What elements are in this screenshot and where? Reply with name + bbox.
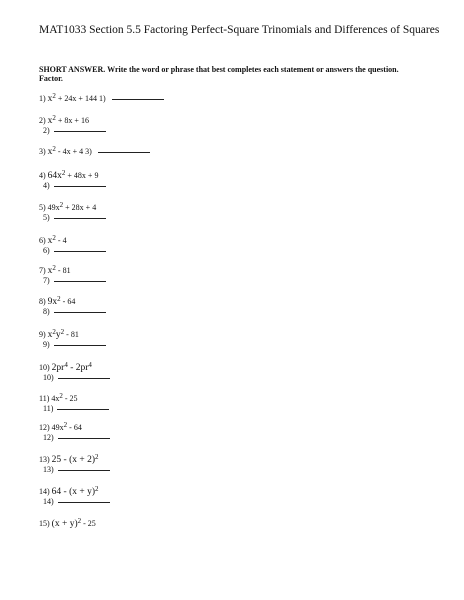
problem-15-expression: $(x + y)^2 - 25$ (51, 517, 96, 529)
problem-9-expression: $x^2y^2 - 81$ (47, 328, 79, 340)
answer-blank-14[interactable] (58, 502, 110, 503)
problem-12: 12) $49x^2 - 64$ 12) (39, 423, 110, 443)
problem-6-expression: $x^2 - 4$ (47, 234, 67, 246)
answer-blank-9[interactable] (54, 345, 106, 346)
problem-15: 15) $(x + y)^2 - 25$ (39, 517, 96, 529)
problem-3-expression: $x^2 - 4x + 4$ (47, 145, 84, 157)
problem-13: 13) $25 - (x + 2)^2$ 13) (39, 455, 110, 475)
instructions (39, 65, 419, 83)
problem-14: 14) $64 - (x + y)^2$ 14) (39, 487, 110, 507)
answer-blank-3[interactable] (98, 152, 150, 153)
problem-6: 6) $x^2 - 4$ 6) (39, 236, 106, 256)
answer-blank-6[interactable] (54, 251, 106, 252)
answer-blank-7[interactable] (54, 281, 106, 282)
problem-10-expression: $2pr^4 - 2pr^4$ (51, 361, 92, 373)
problem-14-expression: $64 - (x + y)^2$ (51, 485, 99, 497)
problem-11: 11) $4x^2 - 25$ 11) (39, 394, 109, 414)
problem-3: 3) $x^2 - 4x + 4$ 3) (39, 147, 150, 157)
problem-10: 10) $2pr^4 - 2pr^4$ 10) (39, 363, 110, 383)
answer-blank-10[interactable] (58, 378, 110, 379)
answer-blank-1[interactable] (112, 99, 164, 100)
problem-1: 1) $x^2 + 24x + 144$ 1) (39, 94, 164, 104)
answer-blank-5[interactable] (54, 218, 106, 219)
subheading: Factor. (39, 74, 63, 83)
answer-blank-2[interactable] (54, 131, 106, 132)
problem-1-expression: $x^2 + 24x + 144$ (47, 92, 97, 104)
problem-13-expression: $25 - (x + 2)^2$ (51, 453, 99, 465)
answer-blank-11[interactable] (57, 409, 109, 410)
page-title: MAT1033 Section 5.5 Factoring Perfect-Square Trinomials and Differences of Squares (39, 24, 440, 36)
problem-12-expression: $49x^2 - 64$ (51, 421, 82, 432)
answer-blank-4[interactable] (54, 186, 106, 187)
problem-4: 4) $64x^2 + 48x + 9$ 4) (39, 171, 106, 191)
answer-blank-8[interactable] (54, 312, 106, 313)
answer-blank-13[interactable] (58, 470, 110, 471)
problem-5-expression: $49x^2 + 28x + 4$ (47, 201, 97, 212)
problem-2: 2) $x^2 + 8x + 16$ 2) (39, 116, 106, 136)
problem-2-expression: $x^2 + 8x + 16$ (47, 114, 89, 126)
answer-blank-12[interactable] (58, 438, 110, 439)
problem-11-expression: $4x^2 - 25$ (51, 392, 78, 403)
instructions-text: SHORT ANSWER. Write the word or phrase that best completes each statement or answers the question. (39, 65, 399, 74)
problem-9: 9) $x^2y^2 - 81$ 9) (39, 330, 106, 350)
problem-7-expression: $x^2 - 81$ (47, 264, 71, 276)
problem-4-expression: $64x^2 + 48x + 9$ (47, 169, 99, 181)
problem-8-expression: $9x^2 - 64$ (47, 295, 76, 307)
problem-7: 7) $x^2 - 81$ 7) (39, 266, 106, 286)
problem-5: 5) $49x^2 + 28x + 4$ 5) (39, 203, 106, 223)
problem-8: 8) $9x^2 - 64$ 8) (39, 297, 106, 317)
